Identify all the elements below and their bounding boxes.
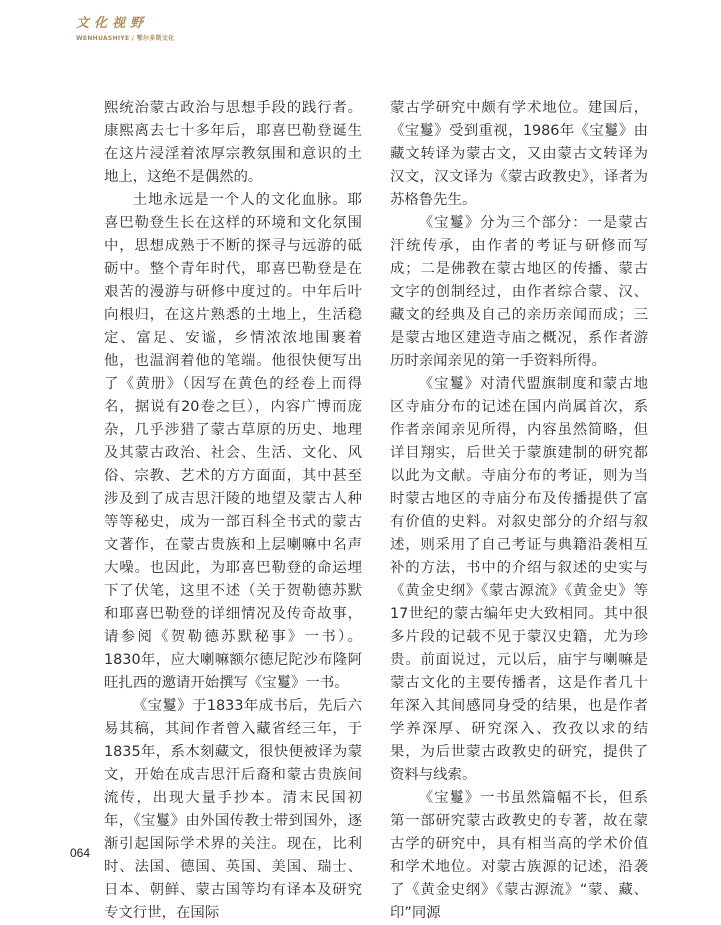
paragraph: 蒙古学研究中颇有学术地位。建国后，《宝鬘》受到重视，1986年《宝鬘》由藏文转译为蒙古文，又由蒙古文转译为汉文，汉文译为《蒙古政教史》，译者为苏格鲁先生。 bbox=[390, 100, 648, 208]
running-header bbox=[76, 16, 174, 43]
paragraph: 《宝鬘》分为三个部分：一是蒙古汗统传承，由作者的考证与研修而写成；二是佛教在蒙古地区的传播、蒙古文字的创制经过，由作者综合蒙、汉、藏文的经典及自己的亲历亲闻而成；三是蒙古地区建造寺庙之概况，系作者游历时亲闻亲见的第一手资料所得。 bbox=[390, 215, 648, 369]
paragraph: 土地永远是一个人的文化血脉。耶喜巴勒登生长在这样的环境和文化氛围中，思想成熟于不断的探寻与远游的砥砺中。整个青年时代，耶喜巴勒登是在艰苦的漫游与研修中度过的。中年后叶向根归，在这片熟悉的土地上，生活稳定、富足、安谧，乡情浓浓地围裹着他，也温润着他的笔端。他很快便写出了《黄册》（因写在黄色的经卷上而得名，据说有20卷之巨），内容广博而庞杂，几乎涉猎了蒙古草原的历史、地理及其蒙古政治、社会、生活、文化、风俗、宗教、艺术的方方面面，其中甚至涉及到了成吉思汗陵的地望及蒙古人种等等秘史，成为一部百科全书式的蒙古文著作，在蒙古贵族和上层喇嘛中名声大噪。也因此，为耶喜巴勒登的命运埋下了伏笔，这里不述（关于贺勒德苏默和耶喜巴勒登的详细情况及传奇故事，请参阅《贺勒德苏默秘事》一书）。1830年，应大喇嘛额尔德尼陀沙布隆阿旺扎西的邀请开始撰写《宝鬘》一书。 bbox=[104, 192, 362, 691]
paragraph: 熙统治蒙古政治与思想手段的践行者。康熙离去七十多年后，耶喜巴勒登诞生在这片浸淫着浓厚宗教氛围和意识的土地上，这绝不是偶然的。 bbox=[104, 100, 362, 185]
paragraph: 《宝鬘》对清代盟旗制度和蒙古地区寺庙分布的记述在国内尚属首次，系作者亲闻亲见所得，内容虽然简略，但详目翔实，后世关于蒙旗建制的研究都以此为文献。寺庙分布的考证，则为当时蒙古地区的寺庙分布及传播提供了富有价值的史料。对叙史部分的介绍与叙述，则采用了自己考证与典籍沿袭相互补的方法，书中的介绍与叙述的史实与《黄金史纲》《蒙古源流》《黄金史》等17世纪的蒙古编年史大致相同。其中很多片段的记载不见于蒙汉史籍，尤为珍贵。前面说过，元以后，庙宇与喇嘛是蒙古文化的主要传播者，这是作者几十年深入其间感同身受的结果，也是作者学养深厚、研究深入、孜孜以求的结果，为后世蒙古政教史的研究，提供了资料与线索。 bbox=[390, 376, 648, 783]
section-subtitle: WENHUASHIYE / 鄂尔多斯文化 bbox=[76, 35, 175, 42]
section-title: 文化视野 bbox=[76, 16, 149, 31]
paragraph: 《宝鬘》于1833年成书后，先后六易其稿，其间作者曾入藏省经三年，于1835年，系木刻藏文，很快便被译为蒙文，开始在成吉思汗后裔和蒙古贵族间流传，出现大量手抄本。清末民国初年，《宝鬘》由外国传教士带到国外，逐渐引起国际学术界的关注。现在，比利时、法国、德国、英国、美国、瑞士、日本、朝鲜、蒙古国等均有译本及研究专文行世，在国际 bbox=[104, 698, 362, 921]
paragraph: 《宝鬘》一书虽然篇幅不长，但系第一部研究蒙古政教史的专著，故在蒙古学的研究中，具有相当高的学术价值和学术地位。对蒙古族源的记述，沿袭了《黄金史纲》《蒙古源流》“蒙、藏、印”同源 bbox=[390, 790, 648, 921]
right-column bbox=[390, 97, 648, 925]
page-number: 064 bbox=[70, 846, 91, 860]
left-column bbox=[104, 97, 362, 925]
